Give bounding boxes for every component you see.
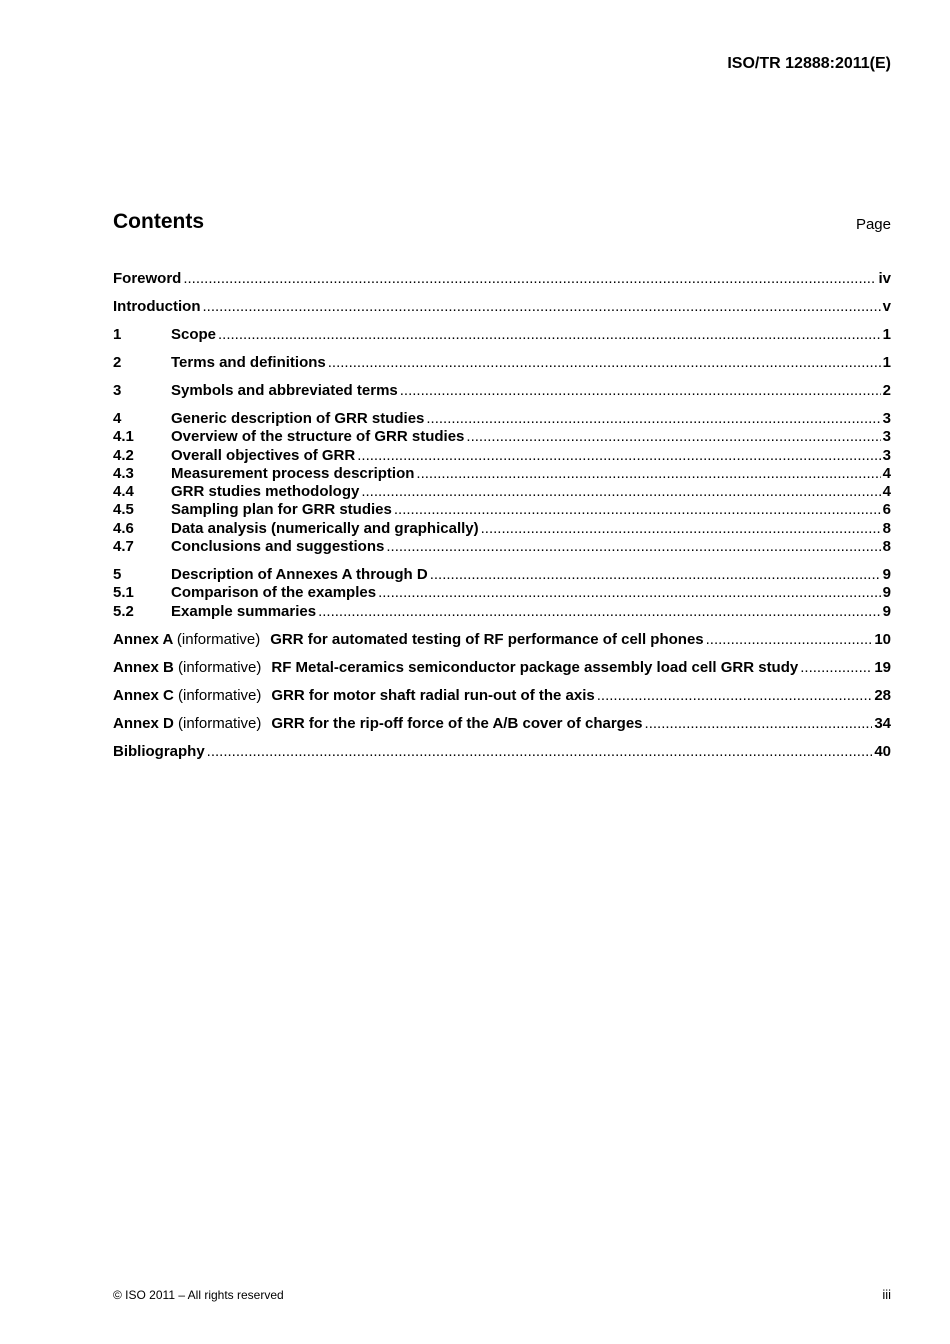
toc-entry-title: Scope: [171, 325, 217, 343]
toc-entry-5-1[interactable]: [113, 584, 891, 602]
document-id: ISO/TR 12888:2011(E): [727, 55, 891, 72]
toc-entry-page: 19: [874, 658, 891, 676]
toc-entry-title: Overview of the structure of GRR studies: [171, 428, 465, 446]
toc-entry-title: Data analysis (numerically and graphically): [171, 519, 479, 537]
table-of-contents: [113, 270, 891, 761]
annex-label: Annex B: [113, 658, 174, 676]
toc-entry-number: 4.2: [113, 446, 134, 464]
toc-entry-title: GRR for the rip-off force of the A/B cover of charges: [271, 714, 643, 732]
toc-entry-title: Comparison of the examples: [171, 584, 377, 602]
toc-entry-page: 1: [882, 353, 891, 371]
toc-entry-title: Sampling plan for GRR studies: [171, 501, 392, 519]
toc-entry-page: 9: [882, 565, 891, 583]
toc-entry-page: v: [882, 297, 891, 315]
toc-entry-title: Symbols and abbreviated terms: [171, 381, 398, 399]
toc-entry-introduction[interactable]: [113, 298, 891, 316]
toc-entry-page: 4: [882, 464, 891, 482]
annex-label: Annex A: [113, 630, 173, 648]
toc-entry-annex-d[interactable]: [113, 715, 891, 733]
toc-entry-4-2[interactable]: [113, 447, 891, 465]
toc-entry-page: 9: [882, 584, 891, 602]
toc-entry-page: 3: [882, 409, 891, 427]
toc-entry-page: 8: [882, 519, 891, 537]
toc-entry-page: 2: [882, 381, 891, 399]
page-number: iii: [882, 1287, 891, 1302]
toc-entry-bibliography[interactable]: [113, 743, 891, 761]
toc-entry-4-3[interactable]: [113, 465, 891, 483]
toc-entry-title: GRR for motor shaft radial run-out of the axis: [271, 686, 595, 704]
toc-entry-5-2[interactable]: [113, 603, 891, 621]
toc-entry-title: GRR for automated testing of RF performance of cell phones: [270, 630, 704, 648]
toc-entry-page: 28: [874, 686, 891, 704]
toc-entry-page: 40: [874, 742, 891, 760]
annex-type: (informative): [176, 630, 261, 648]
toc-entry-annex-b[interactable]: [113, 659, 891, 677]
toc-entry-title: Conclusions and suggestions: [171, 538, 385, 555]
toc-entry-4-7[interactable]: [113, 538, 891, 556]
toc-entry-4-1[interactable]: [113, 428, 891, 446]
toc-entry-number: 3: [113, 381, 122, 399]
toc-entry-4-5[interactable]: [113, 501, 891, 519]
toc-entry-4-6[interactable]: [113, 520, 891, 538]
toc-entry-terms[interactable]: [113, 354, 891, 372]
toc-entry-generic-description[interactable]: [113, 410, 891, 428]
toc-entry-foreword[interactable]: [113, 270, 891, 288]
toc-entry-page: 6: [882, 501, 891, 519]
toc-entry-number: 5.1: [113, 584, 134, 602]
toc-entry-number: 4: [113, 409, 122, 427]
annex-type: (informative): [178, 658, 262, 676]
toc-entry-title: Terms and definitions: [171, 353, 326, 371]
toc-entry-scope[interactable]: [113, 326, 891, 344]
toc-entry-annex-description[interactable]: [113, 566, 891, 584]
toc-entry-title: GRR studies methodology: [171, 483, 360, 501]
toc-entry-number: 1: [113, 325, 122, 343]
toc-entry-symbols[interactable]: [113, 382, 891, 400]
toc-entry-number: 4.1: [113, 428, 134, 446]
toc-entry-number: 2: [113, 353, 122, 371]
toc-entry-page: 3: [882, 428, 891, 446]
toc-entry-title: Introduction: [113, 297, 201, 315]
toc-entry-number: 4.3: [113, 464, 134, 482]
toc-entry-number: 4.7: [113, 538, 134, 555]
toc-entry-title: Generic description of GRR studies: [171, 409, 425, 427]
toc-entry-number: 4.6: [113, 519, 134, 537]
toc-entry-page: 1: [882, 325, 891, 343]
toc-entry-page: 10: [874, 630, 891, 648]
copyright-notice: © ISO 2011 – All rights reserved: [113, 1288, 284, 1302]
page-column-label: Page: [855, 216, 891, 233]
toc-entry-annex-c[interactable]: [113, 687, 891, 705]
toc-entry-4-4[interactable]: [113, 483, 891, 501]
toc-entry-title: Example summaries: [171, 602, 317, 620]
toc-entry-page: 34: [874, 714, 891, 732]
toc-entry-annex-a[interactable]: [113, 631, 891, 649]
toc-entry-page: 4: [882, 483, 891, 501]
toc-entry-page: 3: [882, 446, 891, 464]
toc-entry-title: Description of Annexes A through D: [171, 565, 428, 583]
toc-entry-number: 5.2: [113, 602, 134, 620]
annex-type: (informative): [178, 714, 262, 732]
toc-entry-number: 4.5: [113, 501, 134, 519]
toc-entry-number: 4.4: [113, 483, 134, 501]
annex-label: Annex C: [113, 686, 174, 704]
contents-title: Contents: [113, 210, 204, 233]
toc-entry-page: iv: [878, 270, 891, 287]
annex-label: Annex D: [113, 714, 174, 732]
toc-entry-title: Bibliography: [113, 742, 205, 760]
toc-entry-number: 5: [113, 565, 122, 583]
toc-entry-title: Overall objectives of GRR: [171, 446, 356, 464]
annex-type: (informative): [178, 686, 262, 704]
toc-entry-page: 8: [882, 538, 891, 555]
toc-entry-title: Measurement process description: [171, 464, 415, 482]
toc-entry-title: RF Metal-ceramics semiconductor package assembly load cell GRR study: [271, 658, 799, 676]
toc-entry-page: 9: [882, 602, 891, 620]
toc-entry-title: Foreword: [113, 270, 182, 287]
